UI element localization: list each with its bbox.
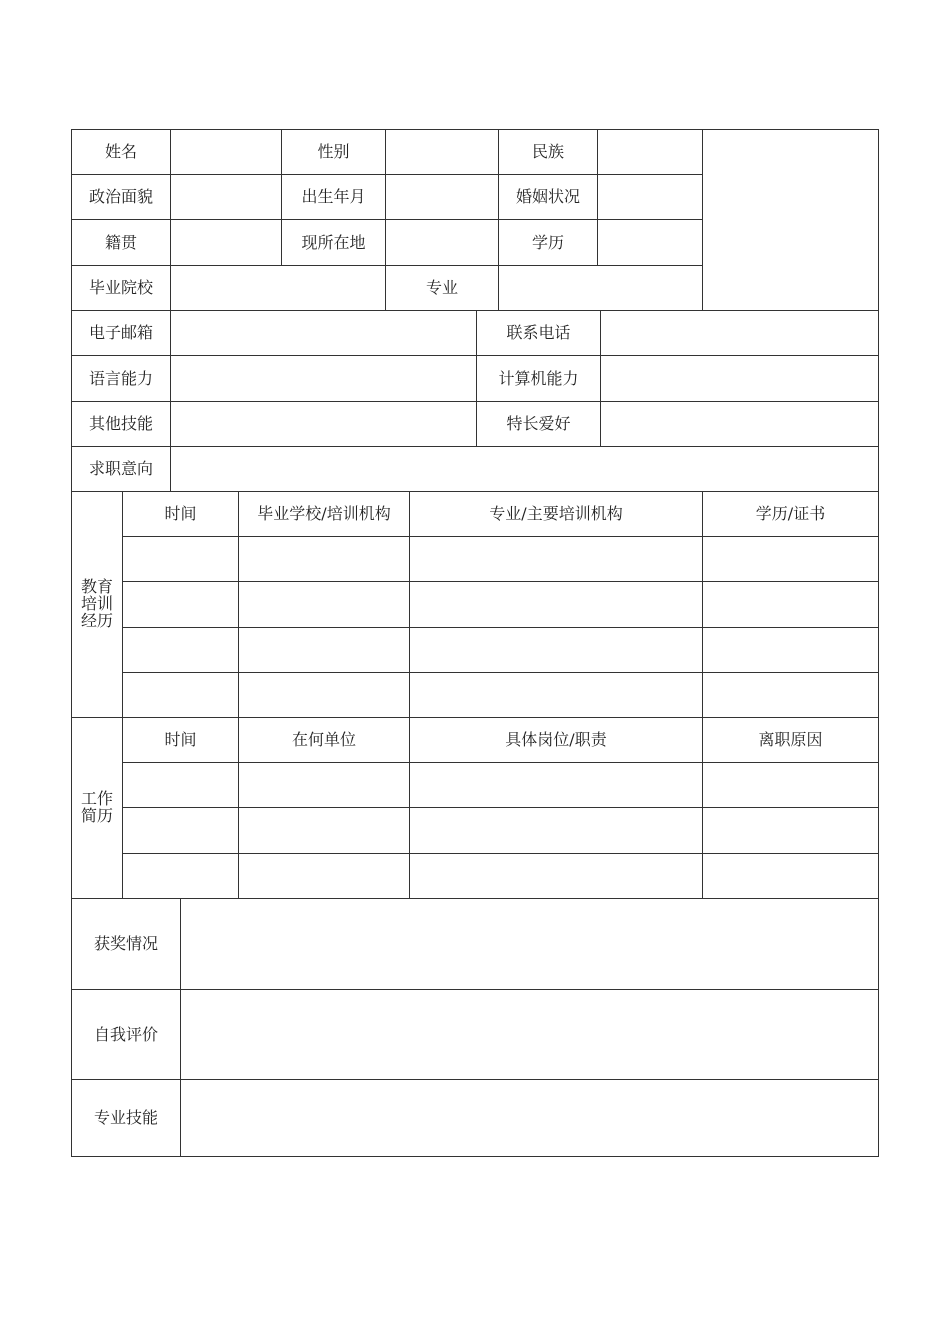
education-section-label xyxy=(71,491,123,718)
education-row-4-school[interactable] xyxy=(238,672,410,718)
education-section-text: 教育 培训 经历 xyxy=(80,577,113,630)
work-section-label xyxy=(71,717,123,899)
work-header-company: 在何单位 xyxy=(238,717,410,763)
job-intention-field[interactable] xyxy=(170,446,879,492)
marital-status-label: 婚姻状况 xyxy=(498,174,598,220)
education-row-3-time[interactable] xyxy=(122,627,239,673)
education-row-2-time[interactable] xyxy=(122,581,239,628)
other-skills-label: 其他技能 xyxy=(71,401,171,447)
email-field[interactable] xyxy=(170,310,477,356)
email-label: 电子邮箱 xyxy=(71,310,171,356)
gender-label: 性别 xyxy=(281,129,386,175)
education-row-2-major[interactable] xyxy=(409,581,703,628)
work-header-time: 时间 xyxy=(122,717,239,763)
photo-area[interactable] xyxy=(702,129,879,311)
work-header-position: 具体岗位/职责 xyxy=(409,717,703,763)
education-row-1-degree[interactable] xyxy=(702,536,879,582)
major-label: 专业 xyxy=(385,265,499,311)
job-intention-label: 求职意向 xyxy=(71,446,171,492)
hobbies-label: 特长爱好 xyxy=(476,401,601,447)
work-row-3-position[interactable] xyxy=(409,853,703,899)
ethnicity-label: 民族 xyxy=(498,129,598,175)
education-row-2-degree[interactable] xyxy=(702,581,879,628)
work-row-2-reason[interactable] xyxy=(702,807,879,854)
computer-skills-field[interactable] xyxy=(600,355,879,402)
education-header-major: 专业/主要培训机构 xyxy=(409,491,703,537)
other-skills-field[interactable] xyxy=(170,401,477,447)
education-level-label: 学历 xyxy=(498,219,598,266)
education-row-3-school[interactable] xyxy=(238,627,410,673)
residence-field[interactable] xyxy=(385,219,499,266)
work-row-3-reason[interactable] xyxy=(702,853,879,899)
education-row-4-major[interactable] xyxy=(409,672,703,718)
work-row-1-reason[interactable] xyxy=(702,762,879,808)
education-row-2-school[interactable] xyxy=(238,581,410,628)
graduate-school-field[interactable] xyxy=(170,265,386,311)
education-level-field[interactable] xyxy=(597,219,703,266)
education-row-1-major[interactable] xyxy=(409,536,703,582)
professional-skills-label: 专业技能 xyxy=(71,1079,181,1157)
awards-field[interactable] xyxy=(180,898,879,990)
birth-date-field[interactable] xyxy=(385,174,499,220)
work-row-2-position[interactable] xyxy=(409,807,703,854)
graduate-school-label: 毕业院校 xyxy=(71,265,171,311)
education-row-4-time[interactable] xyxy=(122,672,239,718)
phone-field[interactable] xyxy=(600,310,879,356)
language-field[interactable] xyxy=(170,355,477,402)
education-row-1-time[interactable] xyxy=(122,536,239,582)
education-row-4-degree[interactable] xyxy=(702,672,879,718)
language-label: 语言能力 xyxy=(71,355,171,402)
name-field[interactable] xyxy=(170,129,282,175)
professional-skills-field[interactable] xyxy=(180,1079,879,1157)
native-place-field[interactable] xyxy=(170,219,282,266)
political-status-field[interactable] xyxy=(170,174,282,220)
awards-label: 获奖情况 xyxy=(71,898,181,990)
computer-skills-label: 计算机能力 xyxy=(476,355,601,402)
work-row-1-company[interactable] xyxy=(238,762,410,808)
hobbies-field[interactable] xyxy=(600,401,879,447)
major-field[interactable] xyxy=(498,265,703,311)
residence-label: 现所在地 xyxy=(281,219,386,266)
work-row-3-company[interactable] xyxy=(238,853,410,899)
birth-date-label: 出生年月 xyxy=(281,174,386,220)
education-row-3-major[interactable] xyxy=(409,627,703,673)
education-header-school: 毕业学校/培训机构 xyxy=(238,491,410,537)
ethnicity-field[interactable] xyxy=(597,129,703,175)
work-row-1-time[interactable] xyxy=(122,762,239,808)
self-evaluation-field[interactable] xyxy=(180,989,879,1080)
work-row-2-time[interactable] xyxy=(122,807,239,854)
education-row-3-degree[interactable] xyxy=(702,627,879,673)
education-row-1-school[interactable] xyxy=(238,536,410,582)
education-header-time: 时间 xyxy=(122,491,239,537)
work-row-3-time[interactable] xyxy=(122,853,239,899)
native-place-label: 籍贯 xyxy=(71,219,171,266)
political-status-label: 政治面貌 xyxy=(71,174,171,220)
work-section-text: 工作 简历 xyxy=(80,789,113,825)
phone-label: 联系电话 xyxy=(476,310,601,356)
gender-field[interactable] xyxy=(385,129,499,175)
work-row-1-position[interactable] xyxy=(409,762,703,808)
work-header-reason: 离职原因 xyxy=(702,717,879,763)
education-header-degree: 学历/证书 xyxy=(702,491,879,537)
work-row-2-company[interactable] xyxy=(238,807,410,854)
self-evaluation-label: 自我评价 xyxy=(71,989,181,1080)
marital-status-field[interactable] xyxy=(597,174,703,220)
name-label: 姓名 xyxy=(71,129,171,175)
